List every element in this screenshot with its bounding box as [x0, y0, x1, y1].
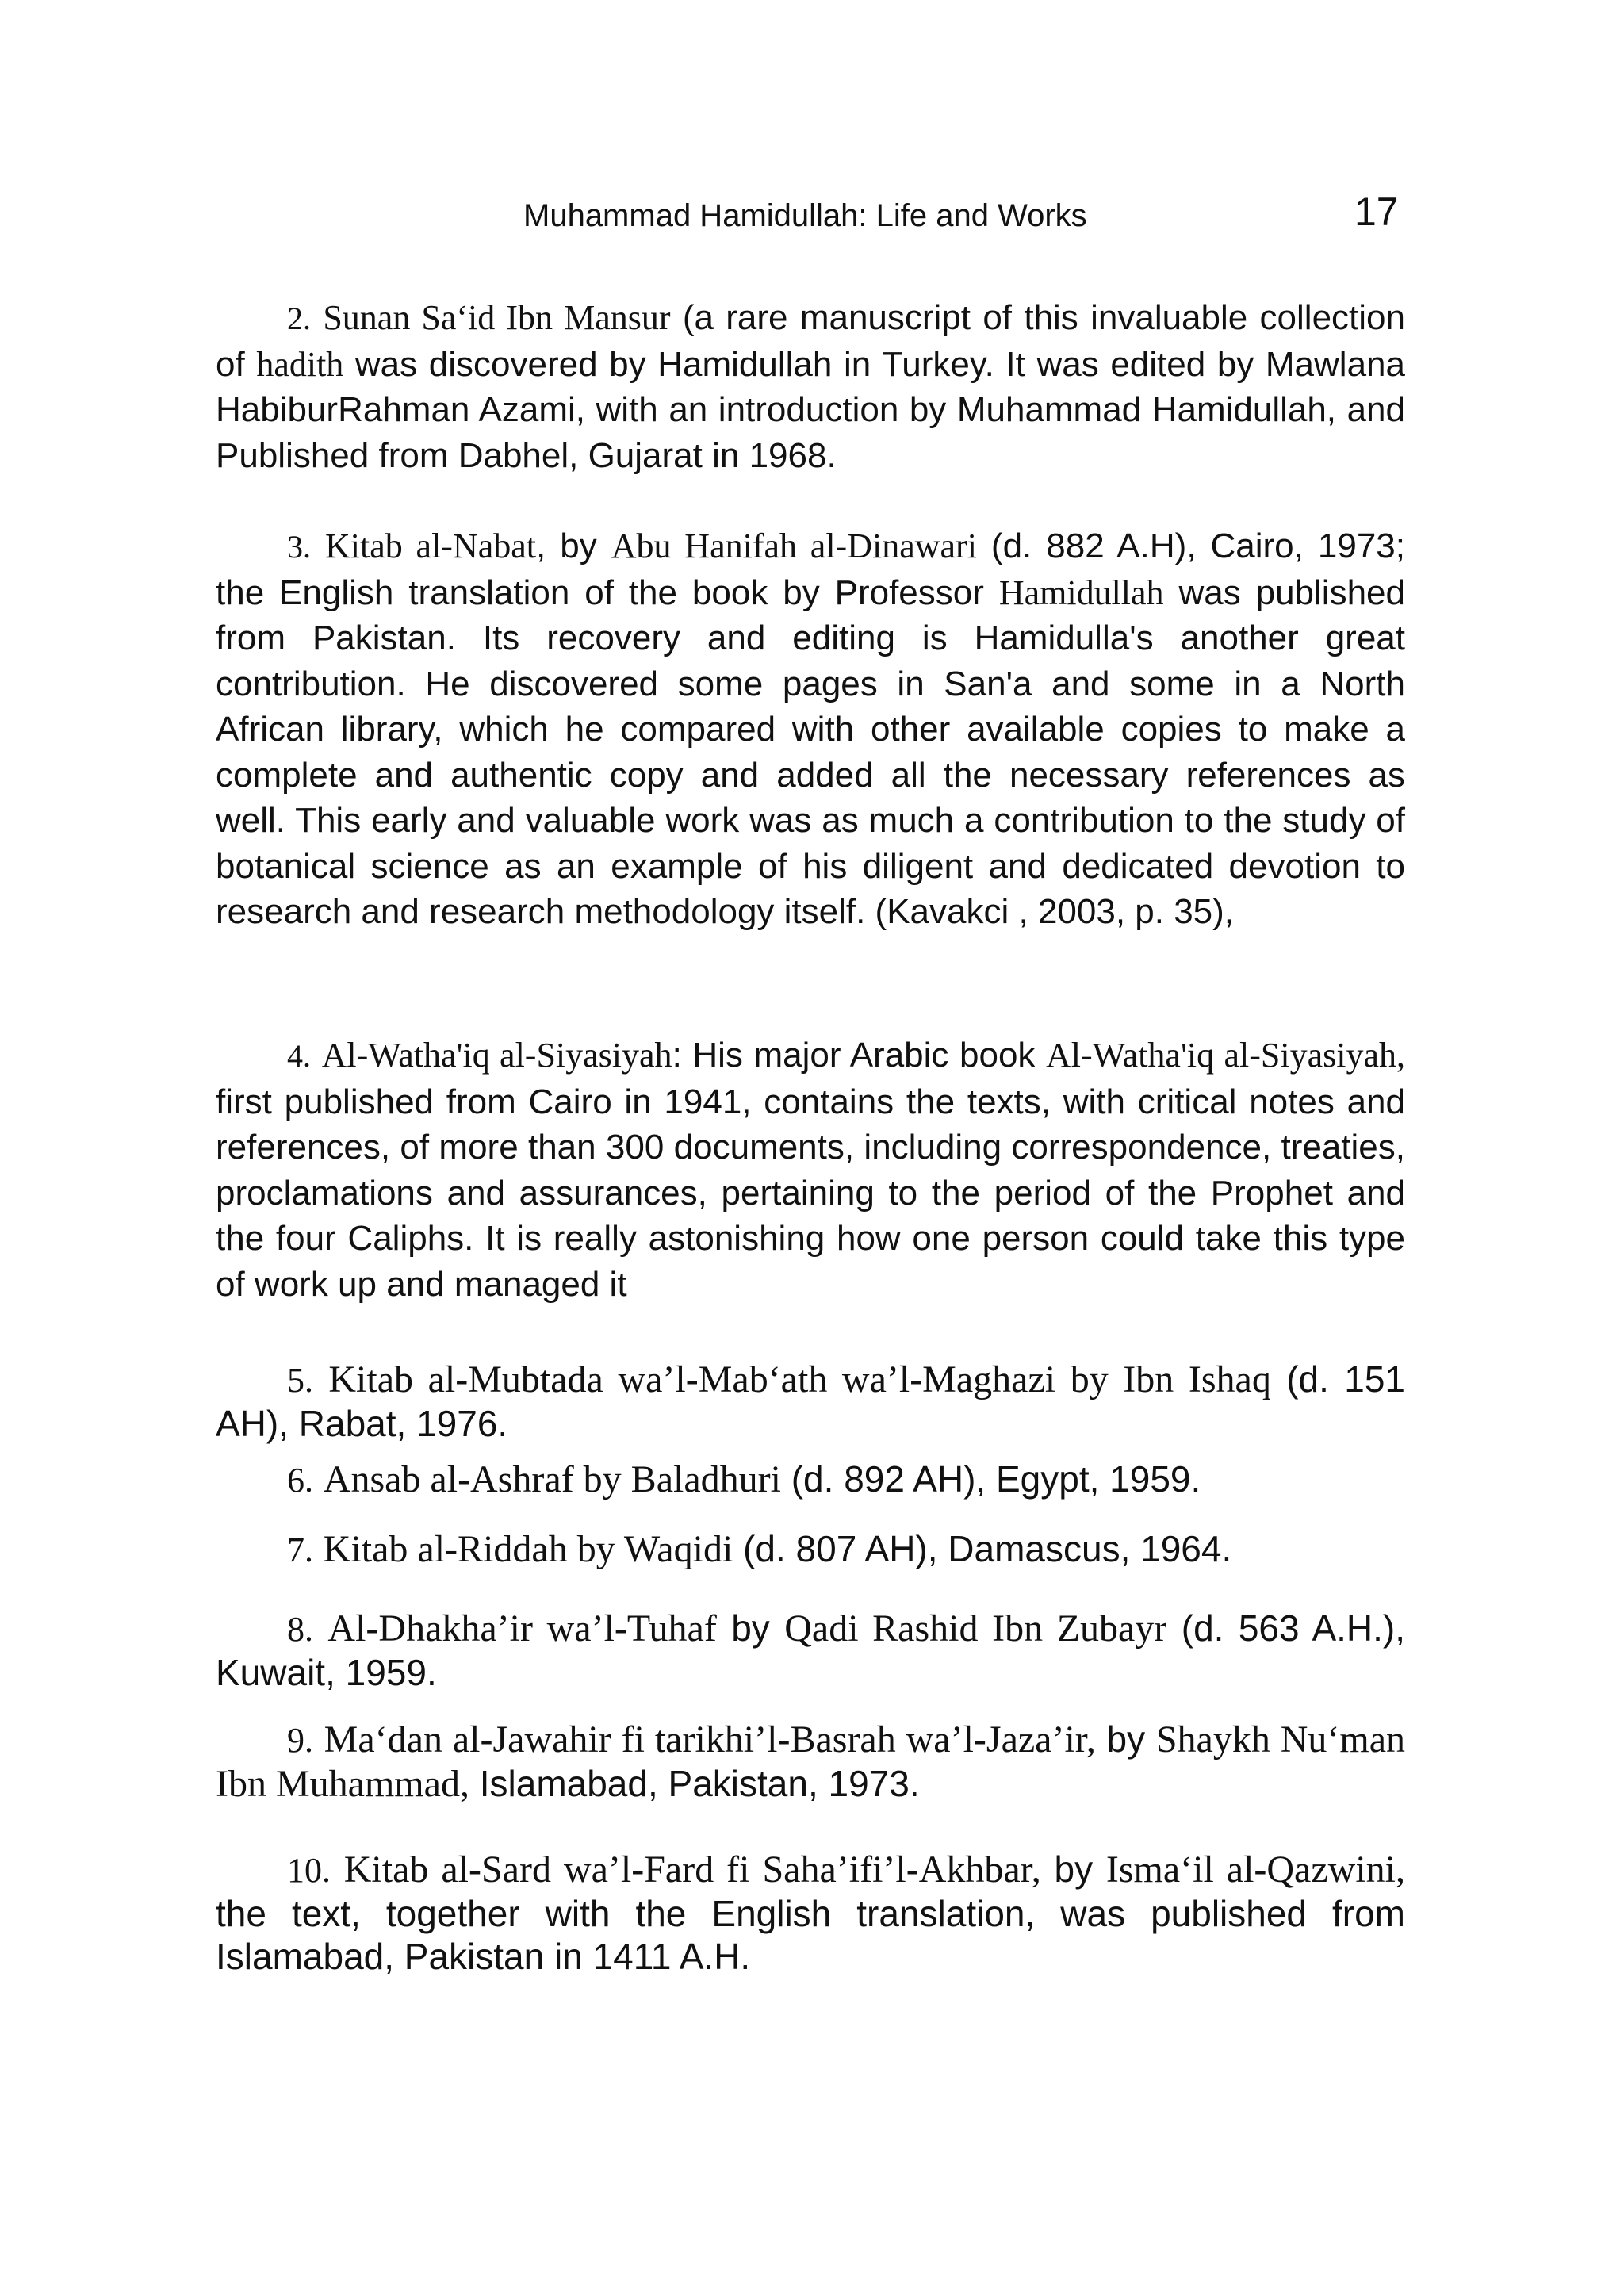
author-name: Qadi Rashid Ibn Zubayr — [784, 1607, 1167, 1649]
book-title: Kitab al-Sard wa’l-Fard fi Saha’ifi’l-Akhbar, — [343, 1849, 1041, 1891]
item-text: : His major Arabic book — [672, 1036, 1047, 1075]
author-name: Shaykh Nu‘man Ibn Muhammad, — [216, 1718, 1405, 1805]
item-text: by — [1040, 1849, 1106, 1890]
item-number: 7. — [287, 1531, 313, 1569]
book-title: Ma‘dan al-Jawahir fi tarikhi’l-Basrah wa’l-Jaza’ir, — [324, 1718, 1096, 1760]
list-item-7 — [216, 1527, 1405, 1572]
item-text: by — [716, 1607, 785, 1649]
item-number: 2. — [287, 301, 311, 336]
item-text: (d. 892 AH), Egypt, 1959. — [780, 1458, 1201, 1500]
list-item-10 — [216, 1848, 1405, 1978]
item-number: 3. — [287, 529, 311, 565]
author-name: Abu Hanifah al-Dinawari — [611, 527, 977, 565]
book-title: Kitab al-Riddah by Waqidi — [323, 1528, 733, 1570]
item-text: the text, together with the English translation, was published from Islamabad, Pakistan in 1411 A.H. — [216, 1893, 1405, 1977]
item-text: (d. 151 AH), Rabat, 1976. — [216, 1358, 1405, 1444]
book-title: Kitab al-Nabat — [325, 527, 537, 565]
list-item-5 — [216, 1358, 1405, 1445]
book-title: Sunan Sa‘id Ibn Mansur — [323, 298, 671, 337]
item-text: (d. 882 A.H), Cairo, 1973; the English translation of the book by Professor — [216, 527, 1405, 612]
item-number: 5. — [287, 1361, 313, 1400]
item-text: (d. 563 A.H.), Kuwait, 1959. — [216, 1607, 1406, 1693]
item-text: Islamabad, Pakistan, 1973. — [469, 1763, 920, 1804]
list-item-3 — [216, 523, 1405, 935]
page-number: 17 — [1354, 190, 1399, 234]
item-text: (d. 807 AH), Damascus, 1964. — [733, 1528, 1232, 1569]
author-name: Hamidullah — [998, 573, 1164, 612]
item-text: (a rare manuscript of this invaluable collection of — [216, 298, 1405, 384]
list-item-8 — [216, 1607, 1405, 1694]
item-text: , by — [536, 527, 611, 565]
list-item-6 — [216, 1458, 1405, 1502]
item-number: 6. — [287, 1461, 313, 1500]
term-hadith: hadith — [256, 344, 344, 384]
book-title: Ansab al-Ashraf by Baladhuri — [323, 1458, 781, 1500]
item-text: by — [1095, 1718, 1156, 1760]
book-title: Al-Watha'iq al-Siyasiyah — [321, 1036, 672, 1075]
item-number: 8. — [287, 1610, 313, 1649]
item-number: 9. — [287, 1721, 313, 1760]
list-item-9 — [216, 1718, 1405, 1806]
book-title: Al-Dhakha’ir wa’l-Tuhaf — [327, 1607, 717, 1649]
book-title: Al-Watha'iq al-Siyasiyah, — [1046, 1036, 1405, 1075]
list-item-2 — [216, 295, 1405, 478]
running-title: Muhammad Hamidullah: Life and Works — [523, 198, 1087, 233]
item-text: was discovered by Hamidullah in Turkey. It was edited by Mawlana HabiburRahman Azami, with an introduction by Muhammad Hamidullah, and Published from Dabhel, Gujarat in 1968. — [216, 344, 1405, 475]
list-item-4 — [216, 1032, 1405, 1307]
item-number: 4. — [287, 1038, 311, 1074]
author-name: Isma‘il al-Qazwini, — [1105, 1849, 1405, 1891]
book-title: Kitab al-Mubtada wa’l-Mab‘ath wa’l-Maghazi by Ibn Ishaq — [328, 1358, 1271, 1400]
item-number: 10. — [287, 1851, 331, 1890]
item-text: first published from Cairo in 1941, contains the texts, with critical notes and references, of more than 300 documents, including correspondence, treaties, proclamations and assurances, pertaining to the period of the Prophet and the four Caliphs. It is really astonishing how one person could take this type of work up and managed it — [216, 1082, 1405, 1304]
item-text: was published from Pakistan. Its recovery and editing is Hamidulla's another great contribution. He discovered some pages in San'a and some in a North African library, which he compared with other available copies to make a complete and authentic copy and added all the necessary references as well. This early and valuable work was as much a contribution to the study of botanical science as an example of his diligent and dedicated devotion to research and research methodology itself. (Kavakci , 2003, p. 35), — [216, 573, 1405, 931]
